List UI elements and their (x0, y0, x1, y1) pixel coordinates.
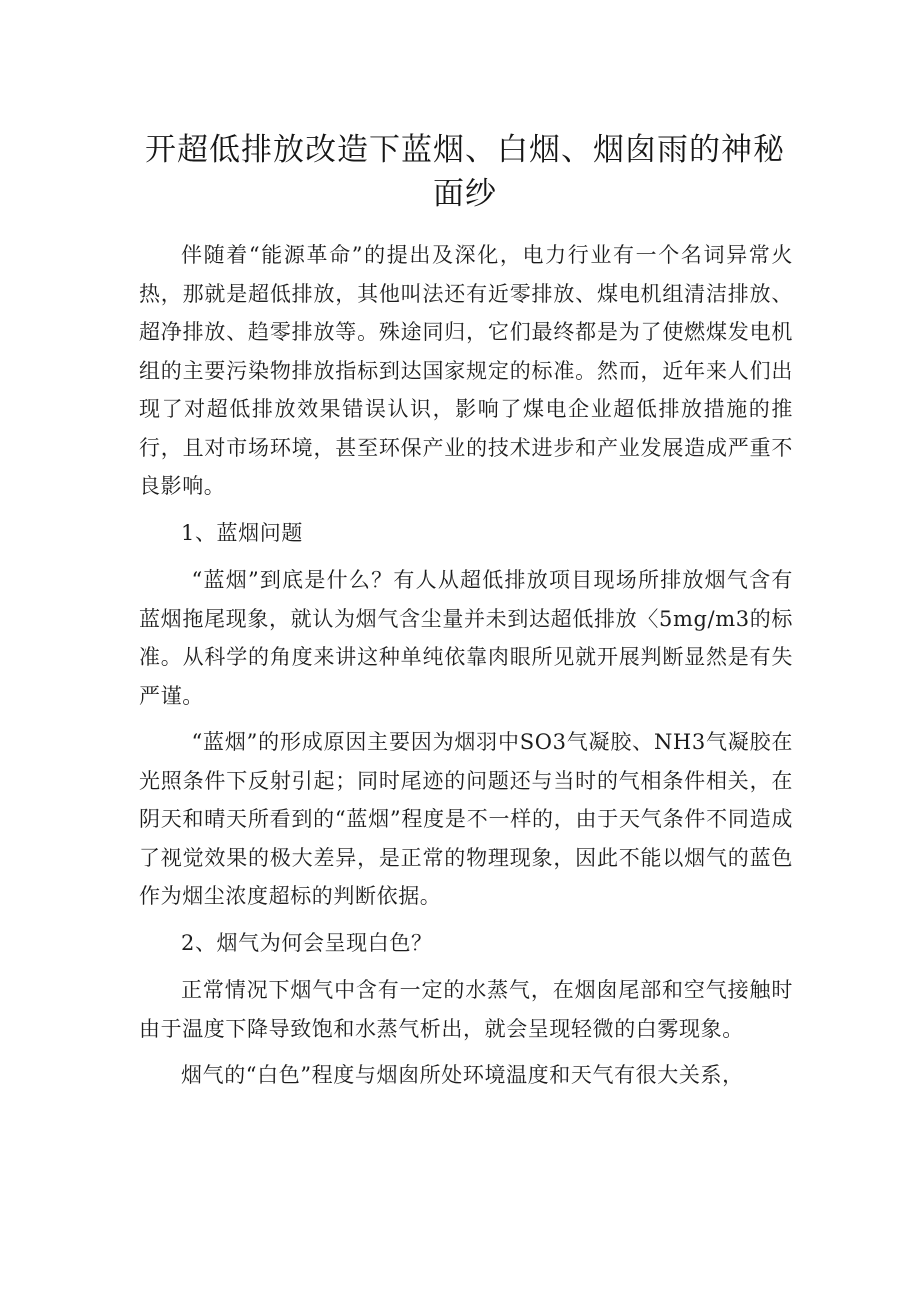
paragraph-white-smoke-normal: 正常情况下烟气中含有一定的水蒸气，在烟囱尾部和空气接触时由于温度下降导致饱和水蒸气析出，就会呈现轻微的白雾现象。 (139, 978, 793, 1041)
paragraph-white-smoke-degree: 烟气的“白色”程度与烟囱所处环境温度和天气有很大关系， (181, 1063, 744, 1087)
section-heading-blue-smoke: 1、蓝烟问题 (181, 520, 303, 545)
paragraph-blue-smoke-definition: “蓝烟”到底是什么？有人从超低排放项目现场所排放烟气含有蓝烟拖尾现象，就认为烟气含尘量并未到达超低排放〈5mg/m3的标准。从科学的角度来讲这种单纯依靠肉眼所见就开展判断显然是有失严谨。 (139, 568, 793, 708)
document-body (139, 236, 793, 1103)
document-title: 开超低排放改造下蓝烟、白烟、烟囱雨的神秘面纱 (145, 132, 785, 212)
section-heading-white-smoke: 2、烟气为何会呈现白色？ (181, 930, 433, 955)
paragraph-blue-smoke-cause: “蓝烟”的形成原因主要因为烟羽中SO3气凝胶、NH3气凝胶在光照条件下反射引起；同时尾迹的问题还与当时的气相条件相关，在阴天和晴天所看到的“蓝烟”程度是不一样的，由于天气条件不同造成了视觉效果的极大差异，是正常的物理现象，因此不能以烟气的蓝色作为烟尘浓度超标的判断依据。 (139, 730, 793, 908)
paragraph-intro: 伴随着“能源革命”的提出及深化，电力行业有一个名词异常火热，那就是超低排放，其他叫法还有近零排放、煤电机组清洁排放、超净排放、趋零排放等。殊途同归，它们最终都是为了使燃煤发电机组的主要污染物排放指标到达国家规定的标准。然而，近年来人们出现了对超低排放效果错误认识，影响了煤电企业超低排放措施的推行，且对市场环境，甚至环保产业的技术进步和产业发展造成严重不良影响。 (139, 243, 793, 498)
